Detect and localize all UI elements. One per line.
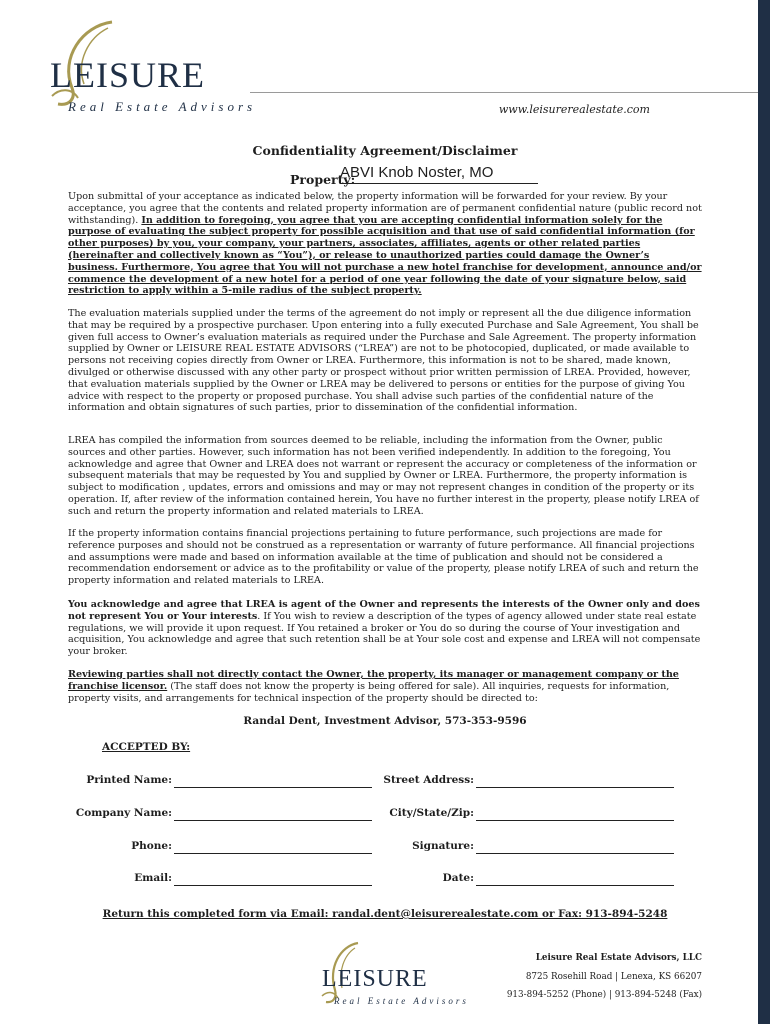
document-title: Confidentiality Agreement/Disclaimer [252, 143, 518, 158]
paragraph-contact-rest: (The staff does not know the property is being offered for sale). All inquiries, requests for information, property visits, and arrangements for technical inspection of the property should be directed to: [68, 680, 670, 704]
header-logo-subtitle: Real Estate Advisors [68, 99, 257, 114]
paragraph-submittal [68, 191, 702, 297]
paragraph-agency-bold: You acknowledge and agree that LREA is agent of the Owner and represents the interests of the Owner only and does not represent You or Your interests [68, 599, 700, 622]
paragraph-evaluation: The evaluation materials supplied under the terms of the agreement do not imply or represent all the due diligence information that may be required by a prospective purchaser. Upon entering into a fully executed Purchase and Sale Agreement, You shall be given full access to Owner’s evaluation materials as required under the Purchase and Sale Agreement. The property information supplied by Owner or LEISURE REAL ESTATE ADVISORS (“LREA”) are not to be photocopied, duplicated, or made available to persons not receiving copies directly from Owner or LREA. Furthermore, this information is not to be shared, made known, divulged or otherwise discussed with any other party or prospect without prior written permission of LREA. Provided, however, that evaluation materials supplied by the Owner or LREA may be delivered to persons or entities for the purpose of giving You advice with respect to the property or proposed purchase. You shall advise such parties of the confidential nature of the information and obtain signatures of such parties, prior to dissemination of the confidential information. [68, 308, 699, 414]
property-field[interactable]: ABVI Knob Noster, MO [340, 163, 538, 184]
website-link[interactable]: www.leisurerealestate.com [498, 103, 650, 116]
footer-company: Leisure Real Estate Advisors, LLC [535, 953, 702, 963]
signature-label: Signature: [412, 840, 474, 852]
paragraph-submittal-intro: Upon submittal of your acceptance as indicated below, the property information will be forwarded for your review. By your acceptance, you agree that the contents and related property information are of permanent confidential nature (public record not withstanding). [68, 191, 702, 226]
paragraph-agency [68, 599, 702, 658]
paragraph-projections: If the property information contains financial projections pertaining to future performance, such projections are made for reference purposes and should not be construed as a representation or warranty of future performance. All financial projections and assumptions were made and based on information available at the time of publication and should not be considered a recommendation endorsement or advice as to the profitability or value of the property, please notify LREA of such and return the property information and related materials to LREA. [68, 528, 699, 587]
return-instructions: Return this completed form via Email: randal.dent@leisurerealestate.com or Fax: 913-894-5248 [102, 908, 668, 920]
street-address-label: Street Address: [383, 774, 474, 786]
phone-field[interactable] [174, 853, 372, 854]
date-label: Date: [442, 872, 474, 884]
paragraph-contact [68, 669, 702, 704]
date-field[interactable] [476, 885, 674, 886]
advisor-contact: Randal Dent, Investment Advisor, 573-353-9596 [243, 715, 527, 727]
property-label: Property: [290, 172, 356, 187]
header-rule [250, 92, 758, 93]
paragraph-submittal-terms: In addition to foregoing, you agree that you are accepting confidential information solely for the purpose of evaluating the subject property for possible acquisition and that use of said confidential information (for other purposes) by you, your company, your partners, associates, affiliates, agents or other related parties (hereinafter and collectively known as “You”), or release to unauthorized parties could damage the Owner’s business. Furthermore, You agree that You will not purchase a new hotel franchise for development, announce and/or commence the development of a new hotel for a period of one year following the date of your signature below, said restriction to apply within a 5-mile radius of the subject property. [68, 214, 702, 297]
phone-label: Phone: [131, 840, 172, 852]
company-name-field[interactable] [174, 820, 372, 821]
city-state-zip-label: City/State/Zip: [389, 807, 474, 819]
paragraph-contact-bold: Reviewing parties shall not directly contact the Owner, the property, its manager or management company or the franchise licensor. [68, 669, 679, 692]
footer-address: 8725 Rosehill Road | Lenexa, KS 66207 [525, 972, 702, 982]
printed-name-label: Printed Name: [86, 774, 172, 786]
email-field[interactable] [174, 885, 372, 886]
accepted-by-label: ACCEPTED BY: [102, 741, 191, 753]
footer-phones: 913-894-5252 (Phone) | 913-894-5248 (Fax) [506, 990, 702, 1000]
footer-logo-word: LEISURE [322, 966, 428, 992]
paragraph-sources: LREA has compiled the information from sources deemed to be reliable, including the information from the Owner, public sources and other parties. However, such information has not been verified independently. In addition to the foregoing, You acknowledge and agree that Owner and LREA does not warrant or represent the accuracy or completeness of the information or subsequent materials that may be requested by You and supplied by Owner or LREA. Furthermore, the property information is subject to modification , updates, errors and omissions and may or may not represent changes in condition of the property or its operation. If, after review of the information contained herein, You have no further interest in the property, please notify LREA of such and return the property information and related materials to LREA. [68, 435, 699, 517]
signature-field[interactable] [476, 853, 674, 854]
company-name-label: Company Name: [75, 807, 172, 819]
printed-name-field[interactable] [174, 787, 372, 788]
email-label: Email: [134, 872, 172, 884]
city-state-zip-field[interactable] [476, 820, 674, 821]
header-logo-word: LEISURE [50, 55, 205, 95]
street-address-field[interactable] [476, 787, 674, 788]
footer-logo-subtitle: Real Estate Advisors [334, 996, 469, 1006]
paragraph-agency-rest: . If You wish to review a description of the types of agency allowed under state real estate regulations, we will provide it upon request. If You retained a broker or You do so during the course of Your investigation and acquisition, You acknowledge and agree that such retention shall be at Your sole cost and expense and LREA will not compensate your broker. [68, 610, 701, 658]
